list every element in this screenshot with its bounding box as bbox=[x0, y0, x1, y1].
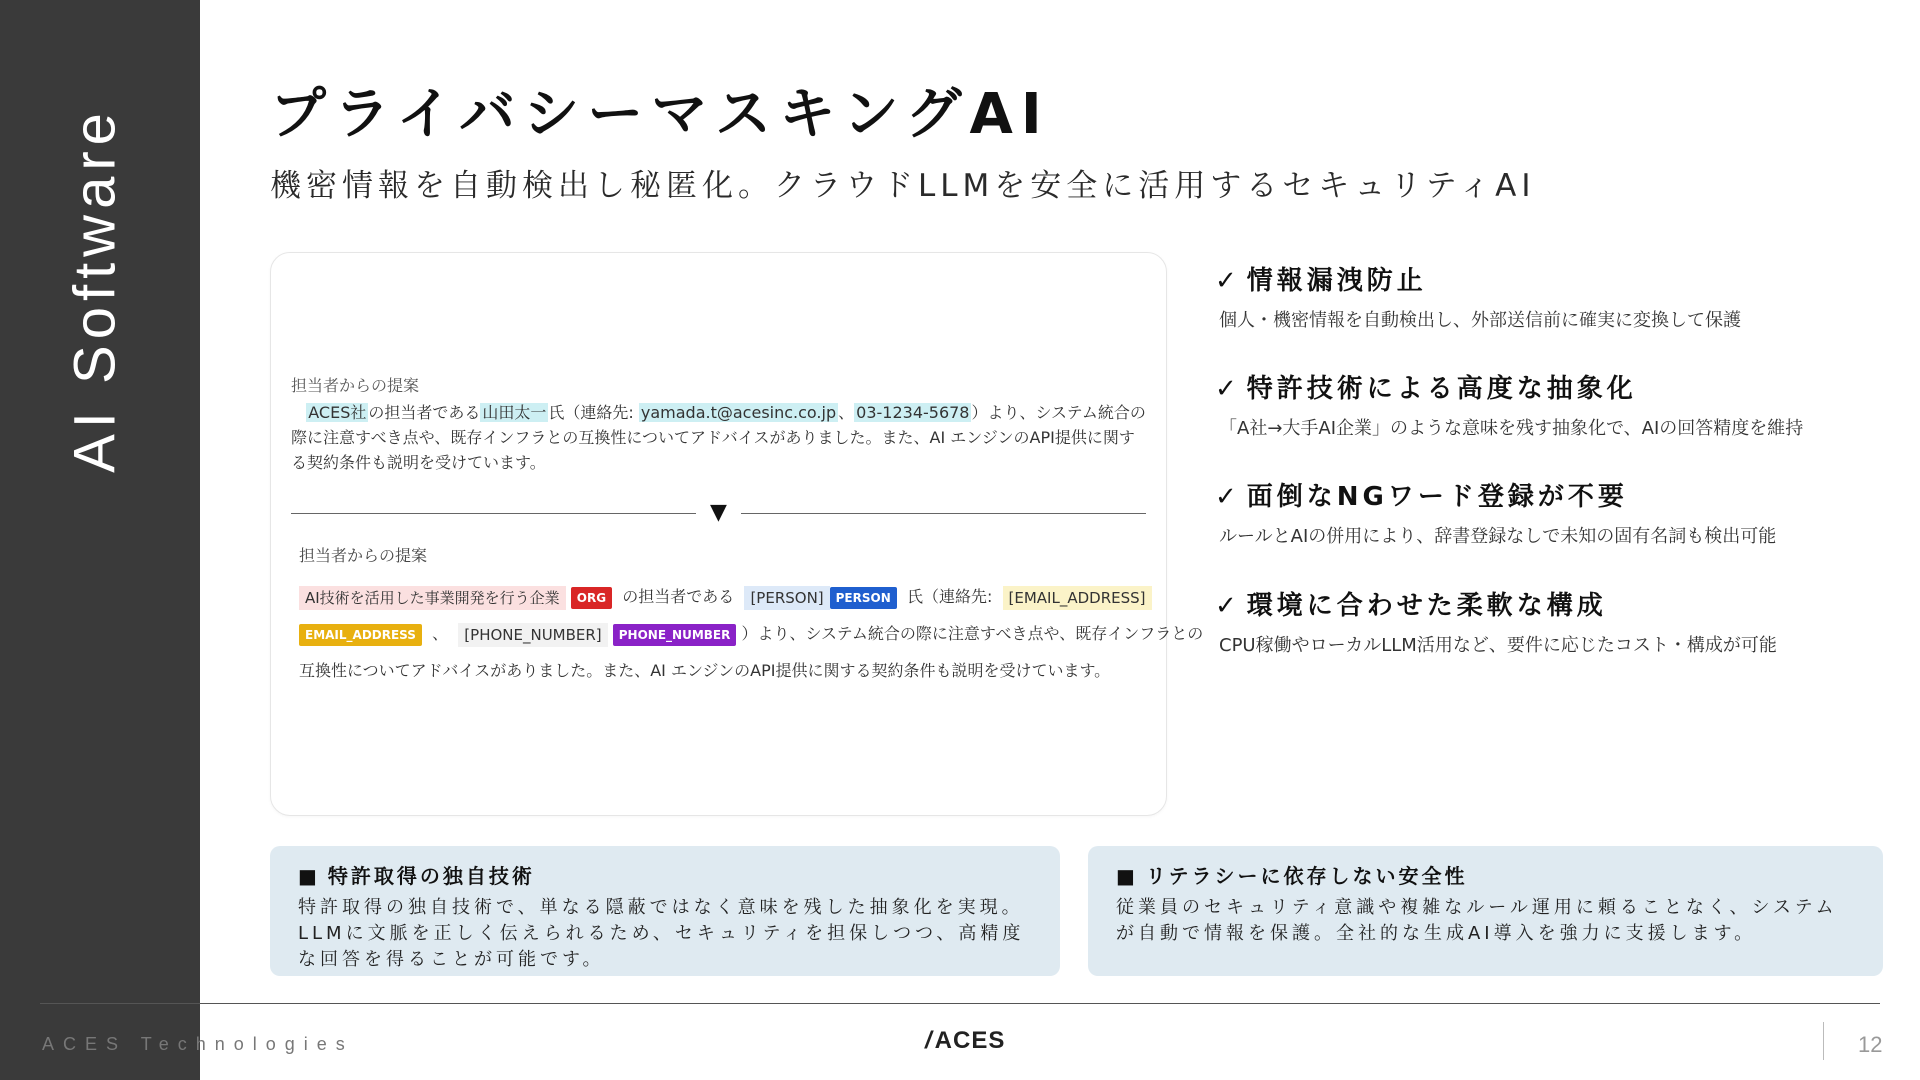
highlight-org: ACES社 bbox=[308, 403, 367, 422]
masked-line-3 bbox=[299, 652, 1149, 689]
square-bullet-icon: ■ bbox=[298, 864, 320, 888]
person-tag: PERSON bbox=[830, 587, 897, 609]
feature-description: ルールとAIの併用により、辞書登録なしで未知の固有名詞も検出可能 bbox=[1219, 526, 1777, 547]
info-box-patent bbox=[270, 846, 1060, 976]
masked-text-block bbox=[299, 543, 1204, 689]
divider-line-right bbox=[741, 513, 1146, 514]
transform-divider bbox=[291, 501, 1146, 525]
masked-person-text: [PERSON] bbox=[744, 586, 829, 610]
highlight-phone: 03-1234-5678 bbox=[856, 403, 970, 422]
highlight-email: yamada.t@acesinc.co.jp bbox=[640, 403, 837, 422]
footer-company-name: ACES Technologies bbox=[42, 1034, 354, 1054]
email-tag: EMAIL_ADDRESS bbox=[299, 624, 422, 646]
feature-item bbox=[1215, 262, 1741, 332]
info-box-safety bbox=[1088, 846, 1883, 976]
original-text-3: ）より、システム統合の際に注意すべき点や、既存インフラとの互換性についてアドバイスがありました。また、AI エンジンのAPI提供に関する契約条件も説明を受けています。 bbox=[291, 403, 1146, 472]
down-arrow-icon: ▼ bbox=[710, 500, 727, 525]
masked-email-text: [EMAIL_ADDRESS] bbox=[1003, 586, 1152, 610]
highlight-person: 山田太一 bbox=[482, 403, 547, 422]
feature-description: 個人・機密情報を自動検出し、外部送信前に確実に変換して保護 bbox=[1219, 310, 1741, 331]
check-icon: ✓ bbox=[1215, 591, 1241, 621]
masked-heading: 担当者からの提案 bbox=[299, 546, 428, 565]
info-box-title: リテラシーに依存しない安全性 bbox=[1145, 864, 1468, 888]
feature-description: CPU稼働やローカルLLM活用など、要件に応じたコスト・構成が可能 bbox=[1219, 635, 1777, 656]
sidebar-label-text: AI Software bbox=[62, 107, 128, 473]
original-separator: 、 bbox=[838, 403, 855, 422]
feature-description: 「A社→大手AI企業」のような意味を残す抽象化で、AIの回答精度を維持 bbox=[1219, 418, 1804, 439]
masked-phone-text: [PHONE_NUMBER] bbox=[458, 623, 607, 647]
page-title: プライバシーマスキングAI bbox=[270, 82, 1050, 147]
masked-text-3: ）より、システム統合の際に注意すべき点や、既存インフラとの bbox=[741, 624, 1204, 643]
feature-title: 環境に合わせた柔軟な構成 bbox=[1246, 591, 1607, 621]
masked-text-4: 互換性についてアドバイスがありました。また、AI エンジンのAPI提供に関する契約条件も説明を受けています。 bbox=[299, 661, 1111, 680]
footer-vertical-divider bbox=[1823, 1022, 1824, 1060]
original-text-block bbox=[291, 373, 1146, 475]
page-subtitle: 機密情報を自動検出し秘匿化。クラウドLLMを安全に活用するセキュリティAI bbox=[270, 168, 1536, 204]
square-bullet-icon: ■ bbox=[1116, 864, 1138, 888]
original-heading: 担当者からの提案 bbox=[291, 376, 420, 395]
logo-text: ACES bbox=[934, 1027, 1006, 1054]
divider-line-left bbox=[291, 513, 696, 514]
org-tag: ORG bbox=[571, 587, 612, 609]
feature-item bbox=[1215, 478, 1776, 548]
masked-org-text: AI技術を活用した事業開発を行う企業 bbox=[299, 586, 566, 610]
masked-separator: 、 bbox=[432, 624, 449, 643]
original-text-1: の担当者である bbox=[368, 403, 481, 422]
feature-title: 情報漏洩防止 bbox=[1246, 266, 1427, 296]
feature-title: 面倒なNGワード登録が不要 bbox=[1246, 482, 1628, 512]
masked-line-1 bbox=[299, 578, 1149, 615]
check-icon: ✓ bbox=[1215, 266, 1241, 296]
info-box-body: 従業員のセキュリティ意識や複雑なルール運用に頼ることなく、システムが自動で情報を保護。全社的な生成AI導入を強力に支援します。 bbox=[1116, 897, 1838, 944]
footer-divider bbox=[40, 1003, 1880, 1004]
page-number: 12 bbox=[1858, 1032, 1883, 1057]
sidebar bbox=[0, 0, 200, 1080]
masking-demo-card bbox=[270, 252, 1204, 816]
masked-text-1: の担当者である bbox=[622, 587, 735, 606]
phone-tag: PHONE_NUMBER bbox=[613, 624, 737, 646]
masked-text-2: 氏（連絡先: bbox=[906, 587, 993, 606]
feature-item bbox=[1215, 370, 1803, 440]
info-box-title: 特許取得の独自技術 bbox=[327, 864, 535, 888]
original-paragraph bbox=[291, 400, 1146, 475]
masked-line-2 bbox=[299, 615, 1204, 652]
original-text-2: 氏（連絡先: bbox=[548, 403, 639, 422]
feature-item bbox=[1215, 587, 1777, 657]
feature-title: 特許技術による高度な抽象化 bbox=[1246, 374, 1637, 404]
logo-mark-icon: / bbox=[925, 1027, 933, 1054]
info-box-body: 特許取得の独自技術で、単なる隠蔽ではなく意味を残した抽象化を実現。LLMに文脈を正しく伝えられるため、セキュリティを担保しつつ、高精度な回答を得ることが可能です。 bbox=[298, 897, 1025, 970]
check-icon: ✓ bbox=[1215, 482, 1241, 512]
check-icon: ✓ bbox=[1215, 374, 1241, 404]
aces-logo bbox=[925, 1027, 1005, 1055]
